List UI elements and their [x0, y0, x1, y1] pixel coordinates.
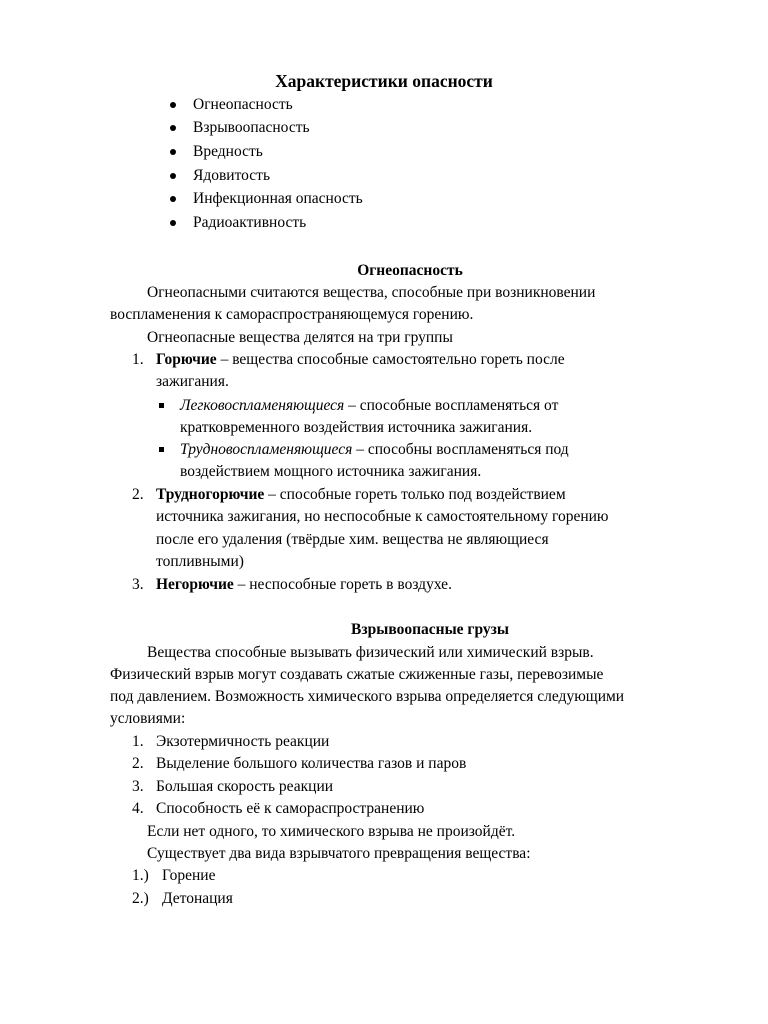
list-item [156, 485, 566, 505]
definition: – вещества способные самостоятельно гореть после [216, 351, 565, 368]
term: Трудновоспламеняющиеся [180, 441, 353, 458]
list-item: Выделение большого количества газов и паров [156, 755, 467, 772]
paragraph-line: условиями: [110, 710, 186, 727]
list-number: 1. [132, 351, 144, 368]
definition: – неспособные гореть в воздухе. [233, 576, 452, 593]
list-number: 1. [132, 733, 144, 750]
list-item: Вредность [193, 143, 263, 160]
list-item: Ядовитость [193, 167, 271, 184]
definition: – способны воспламеняться под [352, 441, 569, 458]
sub-list-item [180, 396, 558, 416]
paragraph-line: Вещества способные вызывать физический или химический взрыв. [147, 644, 594, 661]
list-item: Горение [162, 867, 216, 884]
bullet-icon [170, 173, 176, 179]
bullet-icon [170, 149, 176, 155]
definition: – способные гореть только под воздействием [264, 486, 566, 503]
list-number: 2.) [132, 890, 149, 907]
list-item: Взрывоопасность [193, 119, 310, 136]
bullet-icon [170, 196, 176, 202]
list-item-continuation: топливными) [156, 553, 244, 570]
paragraph-line: Существует два вида взрывчатого превращения вещества: [147, 845, 531, 862]
term: Горючие [156, 351, 217, 368]
bullet-icon [170, 102, 176, 108]
list-number: 2. [132, 486, 144, 503]
bullet-icon [170, 220, 176, 226]
paragraph-line: Если нет одного, то химического взрыва не произойдёт. [147, 823, 516, 840]
list-number: 3. [132, 576, 144, 593]
list-item [156, 575, 452, 595]
section-heading-fire: Огнеопасность [357, 262, 463, 279]
paragraph-line: Огнеопасными считаются вещества, способные при возникновении [147, 284, 596, 301]
bullet-icon [170, 125, 176, 131]
paragraph-line: воспламенения к самораспространяющемуся горению. [110, 306, 474, 323]
list-number: 1.) [132, 867, 149, 884]
term: Негорючие [156, 576, 234, 593]
list-item: Детонация [162, 890, 233, 907]
list-item: Радиоактивность [193, 214, 307, 231]
list-number: 3. [132, 778, 144, 795]
list-item-continuation: зажигания. [156, 373, 229, 390]
list-item-continuation: источника зажигания, но неспособные к самостоятельному горению [156, 508, 609, 525]
list-item: Огнеопасность [193, 96, 293, 113]
term: Легковоспламеняющиеся [180, 397, 345, 414]
section-heading-explosive: Взрывоопасные грузы [351, 621, 509, 638]
square-bullet-icon [159, 403, 164, 408]
definition: – способные воспламеняться от [344, 397, 559, 414]
paragraph-line: под давлением. Возможность химического взрыва определяется следующими [110, 688, 625, 705]
list-item-continuation: после его удаления (твёрдые хим. вещества не являющиеся [156, 531, 549, 548]
sub-list-item-continuation: воздействием мощного источника зажигания. [180, 463, 482, 480]
list-item: Большая скорость реакции [156, 778, 334, 795]
sub-list-item-continuation: кратковременного воздействия источника зажигания. [180, 419, 533, 436]
list-item: Экзотермичность реакции [156, 733, 330, 750]
sub-list-item [180, 440, 569, 460]
list-number: 2. [132, 755, 144, 772]
list-item [156, 350, 565, 370]
list-number: 4. [132, 800, 144, 817]
paragraph-line: Физический взрыв могут создавать сжатые сжиженные газы, перевозимые [110, 666, 604, 683]
list-item: Способность её к самораспространению [156, 800, 425, 817]
list-item: Инфекционная опасность [193, 190, 363, 207]
term: Трудногорючие [156, 486, 265, 503]
square-bullet-icon [159, 447, 164, 452]
page-title: Характеристики опасности [275, 71, 493, 91]
paragraph-line: Огнеопасные вещества делятся на три группы [147, 329, 453, 346]
